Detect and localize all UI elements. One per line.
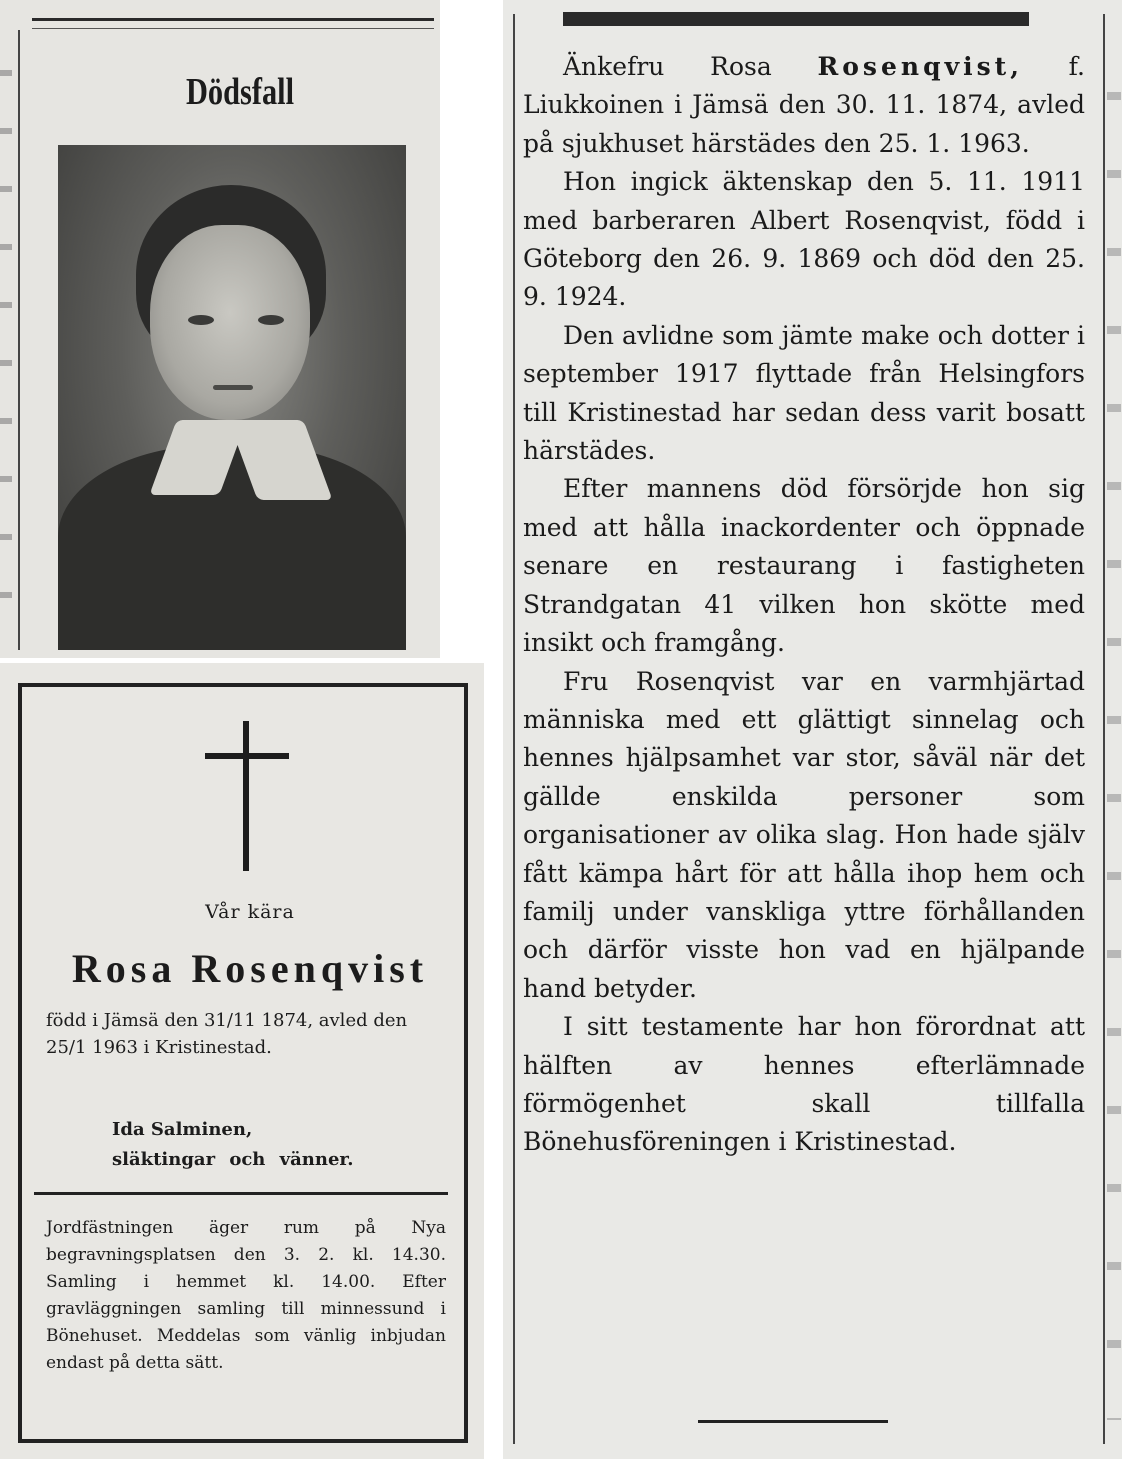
obituary-paragraph — [523, 48, 1085, 163]
column-rule — [18, 30, 20, 650]
obituary-paragraph: Efter mannens död försörjde hon sig med att hålla inackordenter och öppnade senare en restaurang i fastigheten Strandgatan 41 vilken hon skötte med insikt och framgång. — [523, 474, 1085, 658]
obituary-birth: f. Liukkoinen i Jämsä den 30. 11. 1874, avled på sjukhuset härstädes den 25. 1. 1963. — [523, 52, 1085, 158]
birth-death-line: född i Jämsä den 31/11 1874, avled den 25/1 1963 i Kristinestad. — [46, 1010, 408, 1058]
notice-divider — [34, 1192, 448, 1195]
adjacent-column-edge — [1107, 40, 1121, 1420]
top-rule — [563, 12, 1029, 26]
top-rule — [32, 18, 434, 21]
death-notice — [0, 663, 484, 1459]
obituary-text — [523, 48, 1085, 1162]
adjacent-column-edge — [0, 30, 12, 630]
column-rule — [513, 14, 515, 1444]
notice-border — [18, 683, 468, 687]
section-heading: Dödsfall — [185, 71, 295, 113]
notice-border — [18, 683, 22, 1443]
notice-border — [464, 683, 468, 1443]
obituary-opening: Änkefru Rosa — [563, 52, 772, 81]
mourner-line: släktingar och vänner. — [112, 1149, 354, 1170]
deceased-name: Rosa Rosenqvist — [71, 946, 429, 991]
notice-intro: Vår kära — [205, 901, 295, 923]
obituary-paragraph: I sitt testamente har hon förordnat att hälften av hennes efterlämnade förmögenhet skall tillfalla Bönehusföreningen i Kristinestad. — [523, 1012, 1085, 1157]
heading-clipping — [0, 0, 440, 658]
portrait-photo — [58, 145, 406, 650]
obituary-paragraph: Den avlidne som jämte make och dotter i september 1917 flyttade från Helsingfors till Kristinestad har sedan dess varit bosatt härstädes. — [523, 320, 1085, 466]
portrait-face — [150, 225, 310, 420]
obituary-paragraph: Hon ingick äktenskap den 5. 11. 1911 med barberaren Albert Rosenqvist, född i Göteborg den 26. 9. 1869 och död den 25. 9. 1924. — [523, 167, 1085, 312]
obituary-clipping — [503, 0, 1122, 1459]
mourner-line: Ida Salminen, — [112, 1119, 253, 1140]
obituary-surname: Rosenqvist, — [817, 52, 1023, 81]
obituary-paragraph: Fru Rosenqvist var en varmhjärtad människa med ett glättigt sinnelag och hennes hjälpsamhet var stor, såväl när det gällde enskilda personer som organisationer av olika slag. Hon hade själv fått kämpa hårt för att hålla ihop hem och familj under vanskliga yttre förhållanden och därför visste hon vad en hjälpande hand betyder. — [523, 666, 1085, 1003]
column-rule — [1103, 14, 1105, 1444]
portrait-mouth — [213, 385, 253, 390]
top-rule-thin — [32, 28, 434, 29]
portrait-clothing — [58, 445, 406, 650]
funeral-details: Jordfästningen äger rum på Nya begravningsplatsen den 3. 2. kl. 14.30. Samling i hemmet kl. 14.00. Efter gravläggningen samling till minnessund i Bönehuset. Meddelas som vänlig inbjudan endast på detta sätt. — [46, 1218, 446, 1373]
end-rule — [698, 1420, 888, 1423]
cross-icon — [205, 721, 289, 871]
portrait-eye — [258, 315, 284, 325]
portrait-eye — [188, 315, 214, 325]
mourners — [112, 1115, 452, 1175]
notice-border — [18, 1439, 468, 1443]
